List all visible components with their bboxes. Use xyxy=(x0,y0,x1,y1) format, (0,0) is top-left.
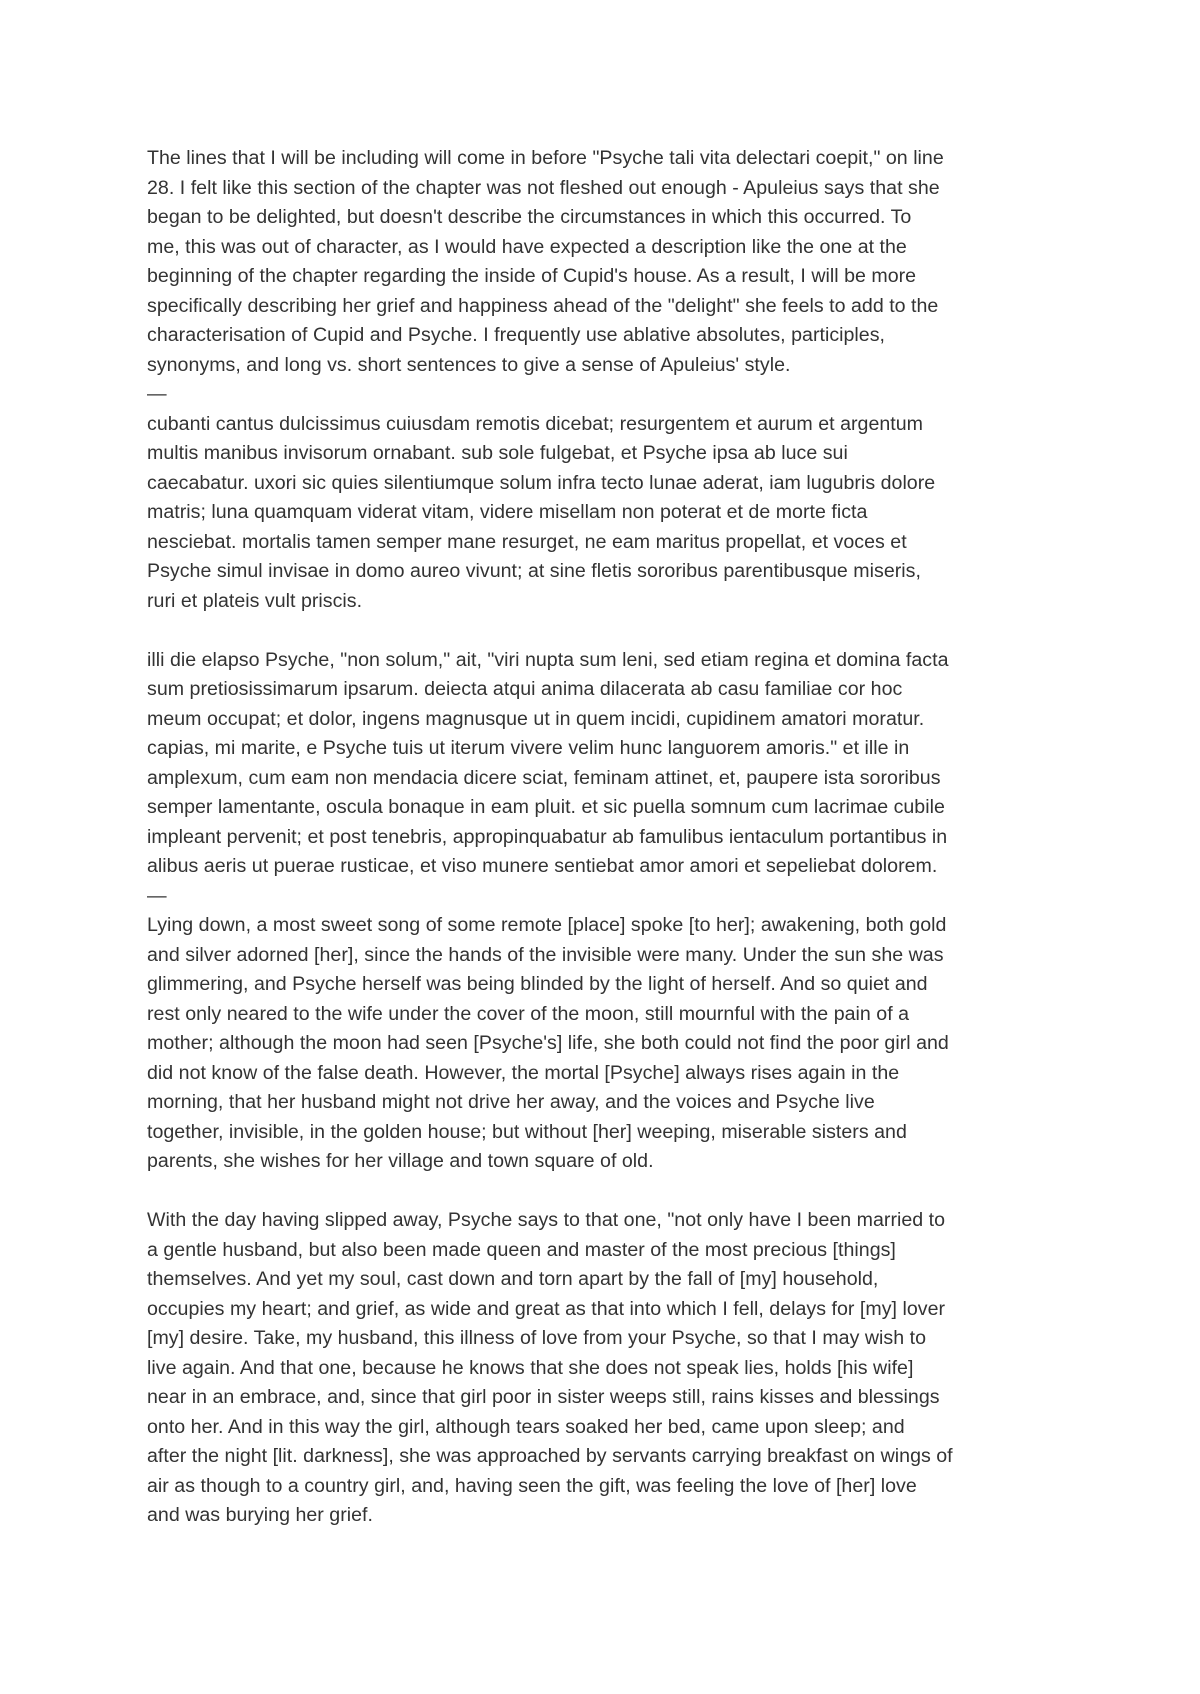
english-paragraph-2: With the day having slipped away, Psyche says to that one, "not only have I been married to a gentle husband, but also been made queen and master of the most precious [things] themselves. And yet my soul, cast down and torn apart by the fall of [my] household, occupies my heart; and grief, as wide and great as that into which I fell, delays for [my] lover [my] desire. Take, my husband, this illness of love from your Psyche, so that I may wish to live again. And that one, because he knows that she does not speak lies, holds [his wife] near in an embrace, and, since that girl poor in sister weeps still, rains kisses and blessings onto her. And in this way the girl, although tears soaked her bed, came upon sleep; and after the night [lit. darkness], she was approached by servants carrying breakfast on wings of air as though to a country girl, and, having seen the gift, was feeling the love of [her] love and was burying her grief. xyxy=(147,1209,953,1526)
latin-paragraph-1: cubanti cantus dulcissimus cuiusdam remotis dicebat; resurgentem et aurum et argentum multis manibus invisorum ornabant. sub sole fulgebat, et Psyche ipsa ab luce sui caecabatur. uxori sic quies silentiumque solum infra tecto lunae aderat, iam lugubris dolore matris; luna quamquam viderat vitam, videre misellam non poterat et de morte ficta nesciebat. mortalis tamen semper mane resurget, ne eam maritus propellat, et voces et Psyche simul invisae in domo aureo vivunt; at sine fletis sororibus parentibusque miseris, ruri et plateis vult priscis. xyxy=(147,412,936,612)
english-paragraph-1: Lying down, a most sweet song of some remote [place] spoke [to her]; awakening, both gold and silver adorned [her], since the hands of the invisible were many. Under the sun she was glimmering, and Psyche herself was being blinded by the light of herself. And so quiet and rest only neared to the wife under the cover of the moon, still mournful with the pain of a mother; although the moon had seen [Psyche's] life, she both could not find the poor girl and did not know of the false death. However, the mortal [Psyche] always rises again in the morning, that her husband might not drive her away, and the voices and Psyche live together, invisible, in the golden house; but without [her] weeping, miserable sisters and parents, she wishes for her village and town square of old. xyxy=(147,914,949,1172)
document-page xyxy=(147,144,1077,1531)
latin-paragraph-2: illi die elapso Psyche, "non solum," ait, "viri nupta sum leni, sed etiam regina et domina facta sum pretiosissimarum ipsarum. deiecta atqui anima dilacerata ab casu familiae cor hoc meum occupat; et dolor, ingens magnusque ut in quem incidi, cupidinem amatori moratur. capias, mi marite, e Psyche tuis ut iterum vivere velim hunc languorem amoris." et ille in amplexum, cum eam non mendacia dicere sciat, feminam attinet, et, paupere ista sororibus semper lamentante, oscula bonaque in eam pluit. et sic puella somnum cum lacrimae cubile impleant pervenit; et post tenebris, appropinquabatur ab famulibus ientaculum portantibus in alibus aeris ut puerae rusticae, et viso munere sentiebat amor amori et sepeliebat dolorem. xyxy=(147,648,949,877)
intro-paragraph: The lines that I will be including will come in before "Psyche tali vita delectari coepit," on line 28. I felt like this section of the chapter was not fleshed out enough - Apuleius says that she began to be delighted, but doesn't describe the circumstances in which this occurred. To me, this was out of character, as I would have expected a description like the one at the beginning of the chapter regarding the inside of Cupid's house. As a result, I will be more specifically describing her grief and happiness ahead of the "delight" she feels to add to the characterisation of Cupid and Psyche. I frequently use ablative absolutes, participles, synonyms, and long vs. short sentences to give a sense of Apuleius' style. xyxy=(147,147,944,376)
separator-dash: — xyxy=(147,383,167,405)
separator-dash: — xyxy=(147,884,167,907)
